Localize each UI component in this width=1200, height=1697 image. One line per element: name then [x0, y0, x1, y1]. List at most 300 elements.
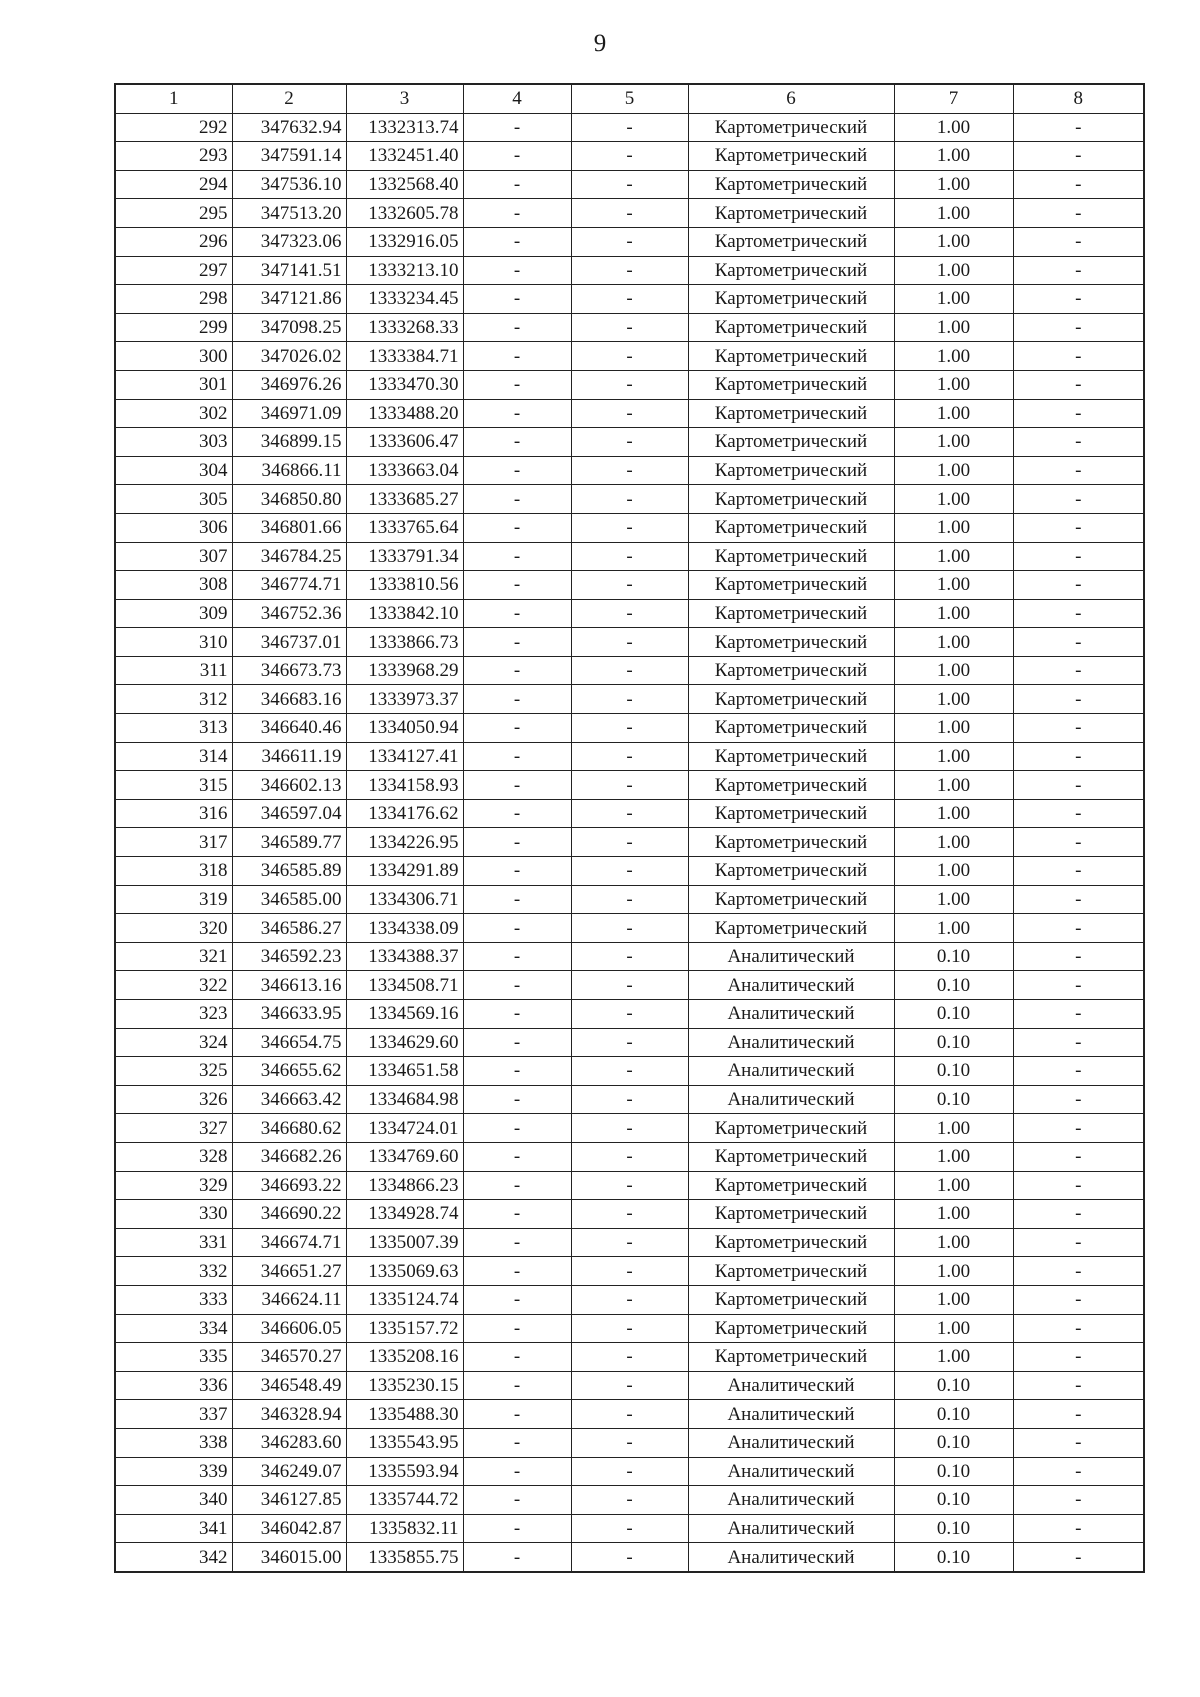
col5-cell: -: [571, 199, 688, 228]
method-cell: Картометрический: [688, 399, 894, 428]
col4-cell: -: [463, 714, 571, 743]
col4-cell: -: [463, 1428, 571, 1457]
accuracy-cell: 1.00: [894, 256, 1013, 285]
col5-cell: -: [571, 399, 688, 428]
point-number-cell: 301: [115, 370, 232, 399]
point-number-cell: 339: [115, 1457, 232, 1486]
y-coordinate-cell: 1333663.04: [346, 456, 463, 485]
x-coordinate-cell: 347026.02: [232, 342, 346, 371]
method-cell: Картометрический: [688, 456, 894, 485]
accuracy-cell: 0.10: [894, 1000, 1013, 1029]
col5-cell: -: [571, 1543, 688, 1572]
y-coordinate-cell: 1333488.20: [346, 399, 463, 428]
x-coordinate-cell: 346597.04: [232, 799, 346, 828]
col5-cell: -: [571, 456, 688, 485]
accuracy-cell: 1.00: [894, 714, 1013, 743]
table-row: [115, 542, 1144, 571]
col4-cell: -: [463, 799, 571, 828]
col8-cell: -: [1013, 1514, 1144, 1543]
table-row: [115, 1371, 1144, 1400]
col8-cell: -: [1013, 313, 1144, 342]
point-number-cell: 307: [115, 542, 232, 571]
col4-cell: -: [463, 542, 571, 571]
col4-cell: -: [463, 1142, 571, 1171]
accuracy-cell: 1.00: [894, 313, 1013, 342]
accuracy-cell: 0.10: [894, 1057, 1013, 1086]
column-header: 5: [571, 84, 688, 113]
y-coordinate-cell: 1334651.58: [346, 1057, 463, 1086]
col4-cell: -: [463, 1514, 571, 1543]
col8-cell: -: [1013, 685, 1144, 714]
x-coordinate-cell: 346682.26: [232, 1142, 346, 1171]
method-cell: Аналитический: [688, 1514, 894, 1543]
col8-cell: -: [1013, 885, 1144, 914]
col4-cell: -: [463, 1285, 571, 1314]
point-number-cell: 310: [115, 628, 232, 657]
col4-cell: -: [463, 1171, 571, 1200]
table-row: [115, 1114, 1144, 1143]
x-coordinate-cell: 346589.77: [232, 828, 346, 857]
col5-cell: -: [571, 313, 688, 342]
y-coordinate-cell: 1334388.37: [346, 942, 463, 971]
accuracy-cell: 0.10: [894, 1486, 1013, 1515]
method-cell: Картометрический: [688, 342, 894, 371]
col5-cell: -: [571, 485, 688, 514]
col5-cell: -: [571, 799, 688, 828]
y-coordinate-cell: 1333470.30: [346, 370, 463, 399]
col8-cell: -: [1013, 914, 1144, 943]
table-row: [115, 227, 1144, 256]
page-number: 9: [593, 30, 607, 57]
col8-cell: -: [1013, 428, 1144, 457]
col5-cell: -: [571, 1285, 688, 1314]
table-row: [115, 428, 1144, 457]
col8-cell: -: [1013, 1085, 1144, 1114]
table-row: [115, 714, 1144, 743]
column-header: 8: [1013, 84, 1144, 113]
col5-cell: -: [571, 1257, 688, 1286]
accuracy-cell: 1.00: [894, 656, 1013, 685]
col8-cell: -: [1013, 828, 1144, 857]
col8-cell: -: [1013, 1000, 1144, 1029]
col4-cell: -: [463, 199, 571, 228]
table-row: [115, 742, 1144, 771]
method-cell: Картометрический: [688, 628, 894, 657]
accuracy-cell: 1.00: [894, 857, 1013, 886]
method-cell: Картометрический: [688, 1171, 894, 1200]
x-coordinate-cell: 346655.62: [232, 1057, 346, 1086]
point-number-cell: 337: [115, 1400, 232, 1429]
col5-cell: -: [571, 1142, 688, 1171]
point-number-cell: 303: [115, 428, 232, 457]
x-coordinate-cell: 346042.87: [232, 1514, 346, 1543]
col5-cell: -: [571, 227, 688, 256]
col8-cell: -: [1013, 1428, 1144, 1457]
col4-cell: -: [463, 113, 571, 142]
y-coordinate-cell: 1333973.37: [346, 685, 463, 714]
point-number-cell: 306: [115, 513, 232, 542]
point-number-cell: 302: [115, 399, 232, 428]
method-cell: Картометрический: [688, 714, 894, 743]
y-coordinate-cell: 1333268.33: [346, 313, 463, 342]
y-coordinate-cell: 1335230.15: [346, 1371, 463, 1400]
accuracy-cell: 1.00: [894, 799, 1013, 828]
method-cell: Аналитический: [688, 1400, 894, 1429]
method-cell: Картометрический: [688, 656, 894, 685]
method-cell: Аналитический: [688, 1428, 894, 1457]
y-coordinate-cell: 1333791.34: [346, 542, 463, 571]
col5-cell: -: [571, 428, 688, 457]
table-row: [115, 170, 1144, 199]
y-coordinate-cell: 1334291.89: [346, 857, 463, 886]
y-coordinate-cell: 1332568.40: [346, 170, 463, 199]
table-row: [115, 399, 1144, 428]
y-coordinate-cell: 1335744.72: [346, 1486, 463, 1515]
point-number-cell: 298: [115, 285, 232, 314]
method-cell: Картометрический: [688, 1314, 894, 1343]
col8-cell: -: [1013, 227, 1144, 256]
table-row: [115, 256, 1144, 285]
method-cell: Картометрический: [688, 685, 894, 714]
x-coordinate-cell: 346674.71: [232, 1228, 346, 1257]
method-cell: Аналитический: [688, 1000, 894, 1029]
y-coordinate-cell: 1335007.39: [346, 1228, 463, 1257]
col5-cell: -: [571, 685, 688, 714]
table-row: [115, 513, 1144, 542]
method-cell: Картометрический: [688, 799, 894, 828]
x-coordinate-cell: 346127.85: [232, 1486, 346, 1515]
col8-cell: -: [1013, 1257, 1144, 1286]
method-cell: Картометрический: [688, 1343, 894, 1372]
x-coordinate-cell: 347536.10: [232, 170, 346, 199]
accuracy-cell: 1.00: [894, 1228, 1013, 1257]
table-row: [115, 1428, 1144, 1457]
col4-cell: -: [463, 571, 571, 600]
col5-cell: -: [571, 1457, 688, 1486]
y-coordinate-cell: 1333384.71: [346, 342, 463, 371]
accuracy-cell: 1.00: [894, 199, 1013, 228]
y-coordinate-cell: 1335832.11: [346, 1514, 463, 1543]
col8-cell: -: [1013, 1028, 1144, 1057]
table-row: [115, 370, 1144, 399]
method-cell: Картометрический: [688, 599, 894, 628]
table-row: [115, 285, 1144, 314]
table-row: [115, 599, 1144, 628]
point-number-cell: 317: [115, 828, 232, 857]
x-coordinate-cell: 347121.86: [232, 285, 346, 314]
accuracy-cell: 1.00: [894, 771, 1013, 800]
col4-cell: -: [463, 1314, 571, 1343]
col8-cell: -: [1013, 1285, 1144, 1314]
point-number-cell: 335: [115, 1343, 232, 1372]
accuracy-cell: 1.00: [894, 742, 1013, 771]
col5-cell: -: [571, 1200, 688, 1229]
x-coordinate-cell: 346283.60: [232, 1428, 346, 1457]
point-number-cell: 342: [115, 1543, 232, 1572]
col8-cell: -: [1013, 456, 1144, 485]
col4-cell: -: [463, 170, 571, 199]
point-number-cell: 296: [115, 227, 232, 256]
col8-cell: -: [1013, 599, 1144, 628]
col5-cell: -: [571, 942, 688, 971]
col5-cell: -: [571, 857, 688, 886]
x-coordinate-cell: 346693.22: [232, 1171, 346, 1200]
point-number-cell: 313: [115, 714, 232, 743]
x-coordinate-cell: 346585.89: [232, 857, 346, 886]
table-row: [115, 1343, 1144, 1372]
method-cell: Картометрический: [688, 914, 894, 943]
col5-cell: -: [571, 1228, 688, 1257]
table-row: [115, 1457, 1144, 1486]
accuracy-cell: 1.00: [894, 828, 1013, 857]
y-coordinate-cell: 1334928.74: [346, 1200, 463, 1229]
method-cell: Аналитический: [688, 1486, 894, 1515]
col4-cell: -: [463, 1085, 571, 1114]
x-coordinate-cell: 346850.80: [232, 485, 346, 514]
y-coordinate-cell: 1335855.75: [346, 1543, 463, 1572]
accuracy-cell: 1.00: [894, 1171, 1013, 1200]
col8-cell: -: [1013, 1457, 1144, 1486]
col5-cell: -: [571, 142, 688, 171]
x-coordinate-cell: 346651.27: [232, 1257, 346, 1286]
y-coordinate-cell: 1334569.16: [346, 1000, 463, 1029]
table-row: [115, 199, 1144, 228]
point-number-cell: 308: [115, 571, 232, 600]
table-body: [115, 113, 1144, 1572]
accuracy-cell: 0.10: [894, 942, 1013, 971]
x-coordinate-cell: 346976.26: [232, 370, 346, 399]
accuracy-cell: 1.00: [894, 1257, 1013, 1286]
x-coordinate-cell: 346690.22: [232, 1200, 346, 1229]
col8-cell: -: [1013, 1200, 1144, 1229]
col8-cell: -: [1013, 113, 1144, 142]
point-number-cell: 305: [115, 485, 232, 514]
col8-cell: -: [1013, 256, 1144, 285]
accuracy-cell: 1.00: [894, 513, 1013, 542]
col5-cell: -: [571, 628, 688, 657]
y-coordinate-cell: 1334684.98: [346, 1085, 463, 1114]
point-number-cell: 304: [115, 456, 232, 485]
y-coordinate-cell: 1335124.74: [346, 1285, 463, 1314]
col4-cell: -: [463, 1200, 571, 1229]
col5-cell: -: [571, 1514, 688, 1543]
point-number-cell: 336: [115, 1371, 232, 1400]
col4-cell: -: [463, 1114, 571, 1143]
method-cell: Картометрический: [688, 1228, 894, 1257]
x-coordinate-cell: 346663.42: [232, 1085, 346, 1114]
x-coordinate-cell: 347632.94: [232, 113, 346, 142]
y-coordinate-cell: 1332605.78: [346, 199, 463, 228]
point-number-cell: 312: [115, 685, 232, 714]
table-row: [115, 1200, 1144, 1229]
accuracy-cell: 1.00: [894, 1285, 1013, 1314]
column-header: 1: [115, 84, 232, 113]
col8-cell: -: [1013, 1343, 1144, 1372]
accuracy-cell: 1.00: [894, 885, 1013, 914]
table-row: [115, 485, 1144, 514]
accuracy-cell: 0.10: [894, 1085, 1013, 1114]
y-coordinate-cell: 1332916.05: [346, 227, 463, 256]
x-coordinate-cell: 346586.27: [232, 914, 346, 943]
coordinates-table: [114, 83, 1145, 1573]
col5-cell: -: [571, 1314, 688, 1343]
x-coordinate-cell: 346673.73: [232, 656, 346, 685]
table-row: [115, 1543, 1144, 1572]
y-coordinate-cell: 1333213.10: [346, 256, 463, 285]
point-number-cell: 332: [115, 1257, 232, 1286]
point-number-cell: 331: [115, 1228, 232, 1257]
point-number-cell: 297: [115, 256, 232, 285]
x-coordinate-cell: 346683.16: [232, 685, 346, 714]
col5-cell: -: [571, 1486, 688, 1515]
method-cell: Картометрический: [688, 170, 894, 199]
y-coordinate-cell: 1333606.47: [346, 428, 463, 457]
point-number-cell: 328: [115, 1142, 232, 1171]
x-coordinate-cell: 346774.71: [232, 571, 346, 600]
y-coordinate-cell: 1334158.93: [346, 771, 463, 800]
x-coordinate-cell: 347591.14: [232, 142, 346, 171]
table-row: [115, 313, 1144, 342]
point-number-cell: 294: [115, 170, 232, 199]
col4-cell: -: [463, 313, 571, 342]
point-number-cell: 318: [115, 857, 232, 886]
table-row: [115, 1285, 1144, 1314]
y-coordinate-cell: 1335157.72: [346, 1314, 463, 1343]
y-coordinate-cell: 1334050.94: [346, 714, 463, 743]
method-cell: Аналитический: [688, 1457, 894, 1486]
x-coordinate-cell: 346570.27: [232, 1343, 346, 1372]
x-coordinate-cell: 346249.07: [232, 1457, 346, 1486]
x-coordinate-cell: 346606.05: [232, 1314, 346, 1343]
col4-cell: -: [463, 685, 571, 714]
point-number-cell: 316: [115, 799, 232, 828]
point-number-cell: 324: [115, 1028, 232, 1057]
method-cell: Картометрический: [688, 1257, 894, 1286]
col5-cell: -: [571, 1085, 688, 1114]
col5-cell: -: [571, 170, 688, 199]
x-coordinate-cell: 346784.25: [232, 542, 346, 571]
y-coordinate-cell: 1334866.23: [346, 1171, 463, 1200]
x-coordinate-cell: 347141.51: [232, 256, 346, 285]
method-cell: Картометрический: [688, 428, 894, 457]
x-coordinate-cell: 346633.95: [232, 1000, 346, 1029]
col4-cell: -: [463, 1371, 571, 1400]
x-coordinate-cell: 346680.62: [232, 1114, 346, 1143]
col8-cell: -: [1013, 799, 1144, 828]
y-coordinate-cell: 1333968.29: [346, 656, 463, 685]
accuracy-cell: 0.10: [894, 1514, 1013, 1543]
point-number-cell: 300: [115, 342, 232, 371]
accuracy-cell: 1.00: [894, 342, 1013, 371]
col4-cell: -: [463, 399, 571, 428]
y-coordinate-cell: 1335543.95: [346, 1428, 463, 1457]
col8-cell: -: [1013, 1171, 1144, 1200]
point-number-cell: 325: [115, 1057, 232, 1086]
col4-cell: -: [463, 428, 571, 457]
method-cell: Картометрический: [688, 1114, 894, 1143]
col5-cell: -: [571, 828, 688, 857]
y-coordinate-cell: 1334629.60: [346, 1028, 463, 1057]
col4-cell: -: [463, 914, 571, 943]
column-header: 7: [894, 84, 1013, 113]
accuracy-cell: 1.00: [894, 1200, 1013, 1229]
col5-cell: -: [571, 513, 688, 542]
point-number-cell: 326: [115, 1085, 232, 1114]
col5-cell: -: [571, 771, 688, 800]
col8-cell: -: [1013, 971, 1144, 1000]
col4-cell: -: [463, 656, 571, 685]
table-row: [115, 1314, 1144, 1343]
col4-cell: -: [463, 1257, 571, 1286]
method-cell: Картометрический: [688, 227, 894, 256]
x-coordinate-cell: 346752.36: [232, 599, 346, 628]
y-coordinate-cell: 1334769.60: [346, 1142, 463, 1171]
col5-cell: -: [571, 714, 688, 743]
table-row: [115, 456, 1144, 485]
col4-cell: -: [463, 513, 571, 542]
table-row: [115, 1257, 1144, 1286]
col8-cell: -: [1013, 1400, 1144, 1429]
x-coordinate-cell: 346585.00: [232, 885, 346, 914]
x-coordinate-cell: 347323.06: [232, 227, 346, 256]
accuracy-cell: 1.00: [894, 456, 1013, 485]
col5-cell: -: [571, 342, 688, 371]
col4-cell: -: [463, 771, 571, 800]
point-number-cell: 334: [115, 1314, 232, 1343]
col8-cell: -: [1013, 1142, 1144, 1171]
x-coordinate-cell: 347513.20: [232, 199, 346, 228]
accuracy-cell: 1.00: [894, 142, 1013, 171]
accuracy-cell: 0.10: [894, 1428, 1013, 1457]
col4-cell: -: [463, 628, 571, 657]
table-row: [115, 1486, 1144, 1515]
col8-cell: -: [1013, 199, 1144, 228]
col8-cell: -: [1013, 485, 1144, 514]
col4-cell: -: [463, 227, 571, 256]
method-cell: Картометрический: [688, 857, 894, 886]
point-number-cell: 338: [115, 1428, 232, 1457]
accuracy-cell: 0.10: [894, 971, 1013, 1000]
method-cell: Картометрический: [688, 1200, 894, 1229]
col4-cell: -: [463, 971, 571, 1000]
point-number-cell: 327: [115, 1114, 232, 1143]
accuracy-cell: 1.00: [894, 685, 1013, 714]
y-coordinate-cell: 1333810.56: [346, 571, 463, 600]
accuracy-cell: 1.00: [894, 399, 1013, 428]
table-row: [115, 1171, 1144, 1200]
point-number-cell: 340: [115, 1486, 232, 1515]
method-cell: Картометрический: [688, 285, 894, 314]
column-header: 3: [346, 84, 463, 113]
col5-cell: -: [571, 1400, 688, 1429]
accuracy-cell: 1.00: [894, 1142, 1013, 1171]
column-header: 6: [688, 84, 894, 113]
table-row: [115, 1028, 1144, 1057]
col5-cell: -: [571, 742, 688, 771]
accuracy-cell: 0.10: [894, 1400, 1013, 1429]
x-coordinate-cell: 346899.15: [232, 428, 346, 457]
accuracy-cell: 1.00: [894, 370, 1013, 399]
table-row: [115, 1514, 1144, 1543]
x-coordinate-cell: 346611.19: [232, 742, 346, 771]
x-coordinate-cell: 346801.66: [232, 513, 346, 542]
x-coordinate-cell: 346624.11: [232, 1285, 346, 1314]
method-cell: Картометрический: [688, 571, 894, 600]
table-row: [115, 1142, 1144, 1171]
col8-cell: -: [1013, 942, 1144, 971]
col4-cell: -: [463, 256, 571, 285]
x-coordinate-cell: 346866.11: [232, 456, 346, 485]
